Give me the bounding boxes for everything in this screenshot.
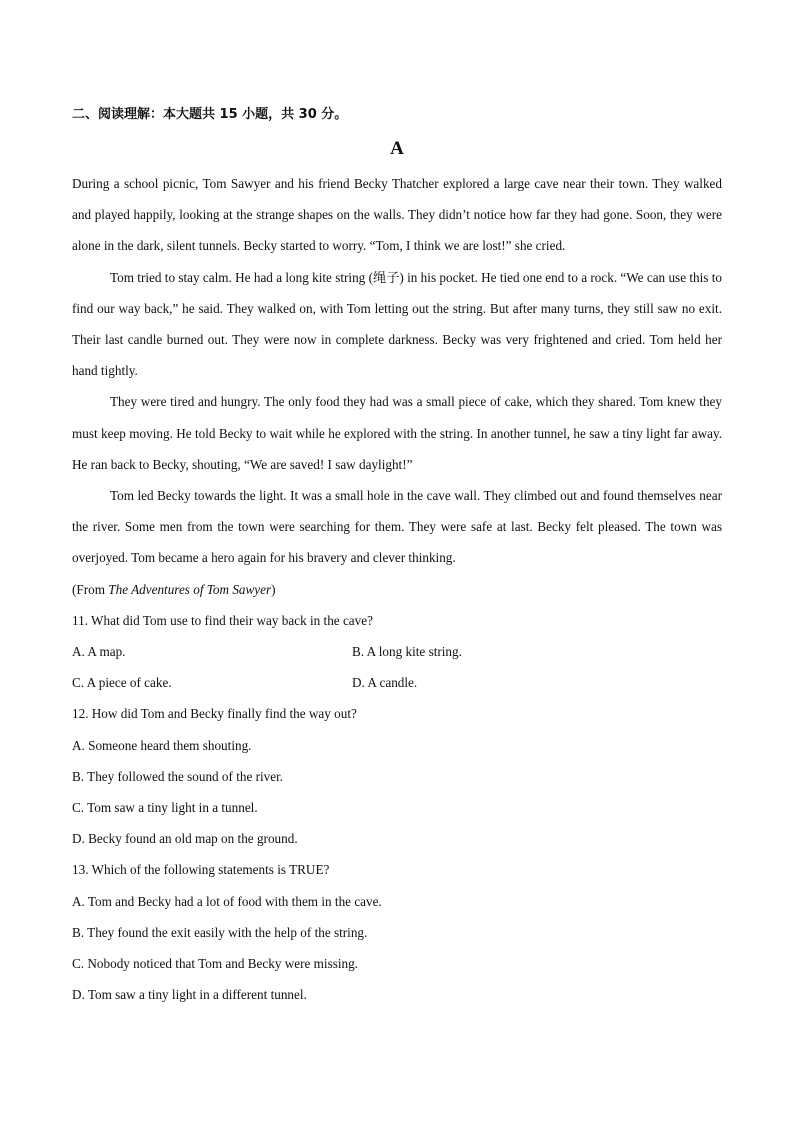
options-row: [72, 636, 722, 667]
paragraph-3: They were tired and hungry. The only food they had was a small piece of cake, which they shared. Tom knew they must keep moving. He told Becky to wait while he explored with the string. In another tunnel, he saw a tiny light far away. He ran back to Becky, shouting, “We are saved! I saw daylight!”: [72, 394, 722, 472]
source-suffix: ): [271, 581, 276, 597]
section-header: 二、阅读理解：本大题共 15 小题，共 30 分。: [72, 107, 348, 122]
source-prefix: (From: [72, 581, 109, 597]
option-a[interactable]: A. A map.: [72, 644, 126, 660]
passage-body: [72, 168, 722, 1010]
question-number: 12.: [72, 706, 89, 722]
question-number: 11.: [72, 612, 88, 628]
question-text: How did Tom and Becky finally find the way out?: [88, 706, 357, 722]
question-number: 13.: [72, 862, 89, 878]
source-title: The Adventures of Tom Sawyer: [108, 581, 272, 597]
paragraph-1: During a school picnic, Tom Sawyer and his friend Becky Thatcher explored a large cave near their town. They walked and played happily, looking at the strange shapes on the walls. They didn’t notice how far they had gone. Soon, they were alone in the dark, silent tunnels. Becky started to worry. “Tom, I think we are lost!” she cried.: [72, 176, 722, 254]
option-c[interactable]: C. Nobody noticed that Tom and Becky were missing.: [72, 956, 358, 972]
options-row: [72, 667, 722, 698]
option-c[interactable]: C. Tom saw a tiny light in a tunnel.: [72, 800, 258, 816]
option-d[interactable]: D. A candle.: [352, 675, 418, 691]
paragraph-4: Tom led Becky towards the light. It was a small hole in the cave wall. They climbed out and found themselves near the river. Some men from the town were searching for them. They were safe at last. Becky felt pleased. The town was overjoyed. Tom became a hero again for his bravery and clever thinking.: [72, 488, 722, 566]
option-a[interactable]: A. Someone heard them shouting.: [72, 737, 252, 753]
question-13: [72, 854, 722, 885]
option-b[interactable]: B. They found the exit easily with the help of the string.: [72, 924, 368, 940]
option-d[interactable]: D. Tom saw a tiny light in a different tunnel.: [72, 987, 307, 1003]
source-line: [72, 574, 722, 605]
option-d[interactable]: D. Becky found an old map on the ground.: [72, 831, 298, 847]
option-a[interactable]: A. Tom and Becky had a lot of food with them in the cave.: [72, 893, 382, 909]
question-text: What did Tom use to find their way back in the cave?: [88, 612, 373, 628]
paragraph-2: Tom tried to stay calm. He had a long kite string (绳子) in his pocket. He tied one end to a rock. “We can use this to find our way back,” he said. They walked on, with Tom letting out the string. But after many turns, they still saw no exit. Their last candle burned out. They were now in complete darkness. Becky was very frightened and cried. Tom held her hand tightly.: [72, 269, 722, 379]
option-b[interactable]: B. They followed the sound of the river.: [72, 768, 284, 784]
passage-label: A: [390, 138, 404, 159]
option-c[interactable]: C. A piece of cake.: [72, 675, 172, 691]
question-text: Which of the following statements is TRUE?: [88, 862, 330, 878]
question-12: [72, 698, 722, 729]
question-11: [72, 605, 722, 636]
option-b[interactable]: B. A long kite string.: [352, 644, 462, 660]
